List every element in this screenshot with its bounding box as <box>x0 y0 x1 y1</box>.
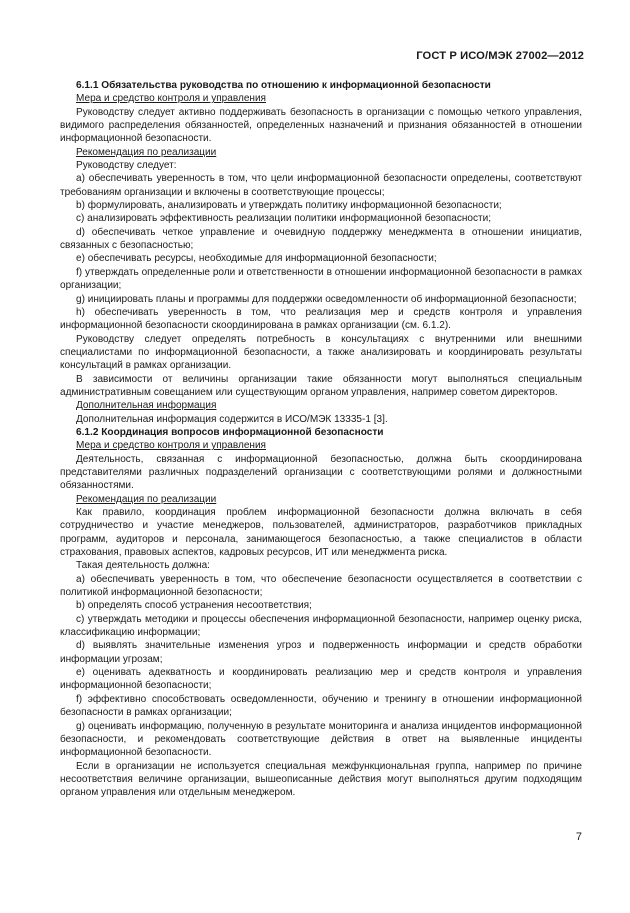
list-item: c) анализировать эффективность реализации политики информационной безопасности; <box>76 213 492 225</box>
section-612-recommend-text: Как правило, координация проблем информационной безопасности должна включать в себя сотрудничество и участие менеджеров, пользователей, администраторов, разработчиков прикладных программ, аудиторов и персонала, занимающегося безопасностью, а также специалистов в области страхования, правовых аспектов, кадровых ресурсов, ИТ или менеджмента риска. <box>60 507 582 559</box>
section-611-heading: 6.1.1 Обязательства руководства по отношению к информационной безопасности <box>76 80 491 91</box>
section-612-measure-text: Деятельность, связанная с информационной безопасностью, должна быть скоординирована представителями различных подразделений организации с соответствующими ролями и должностными обязанностями. <box>60 453 582 492</box>
list-item: a) обеспечивать уверенность в том, что цели информационной безопасности определены, соответствуют требованиям организации и включены в соответствующие процессы; <box>60 173 582 198</box>
list-item: a) обеспечивать уверенность в том, что обеспечение безопасности осуществляется в соответствии с политикой информационной безопасности; <box>60 573 582 599</box>
section-611-additional-label: Дополнительная информация <box>76 400 217 412</box>
list-item: e) оценивать адекватность и координировать реализацию мер и средств контроля и управления информационной безопасности; <box>60 667 582 692</box>
section-612-recommend-label: Рекомендация по реализации <box>76 493 217 505</box>
section-611-recommend-label: Рекомендация по реализации <box>76 146 217 158</box>
section-612-closing: Если в организации не используется специальная межфункциональная группа, например по причине несоответствия величине организации, вышеописанные действия могут выполняться другим подходящим органом управления или отдельным менеджером. <box>60 760 582 799</box>
list-item: h) обеспечивать уверенность в том, что реализация мер и средств контроля и управления информационной безопасности скоординирована в рамках организации (см. 6.1.2). <box>60 306 582 332</box>
list-item: b) формулировать, анализировать и утверждать политику информационной безопасности; <box>76 200 502 212</box>
section-611-para-size: В зависимости от величины организации такие обязанности могут выполняться специальным административным совещанием или существующим органом управления, например советом директоров. <box>60 373 582 398</box>
section-611-intro: Руководству следует: <box>76 160 177 172</box>
section-612-measure-label: Мера и средство контроля и управления <box>76 440 267 452</box>
section-611-measure-label: Мера и средство контроля и управления <box>76 93 267 105</box>
list-item: e) обеспечивать ресурсы, необходимые для информационной безопасности; <box>76 253 437 265</box>
list-item: f) эффективно способствовать осведомленности, обучению и тренингу в отношении информационной безопасности в рамках организации; <box>60 693 582 719</box>
document-body <box>60 79 582 800</box>
section-611-additional-text: Дополнительная информация содержится в ИСО/МЭК 13335-1 [3]. <box>76 413 388 425</box>
list-item: d) выявлять значительные изменения угроз и подверженность информации и средств обработки информации угрозам; <box>60 640 582 665</box>
list-item: g) оценивать информацию, полученную в результате мониторинга и анализа инцидентов информационной безопасности, и рекомендовать соответствующие действия в ответ на выявленные инциденты информационной безопасности. <box>60 720 582 759</box>
section-612-heading: 6.1.2 Координация вопросов информационной безопасности <box>76 426 384 438</box>
list-item: b) определять способ устранения несоответствия; <box>76 600 312 612</box>
section-612-intro: Такая деятельность должна: <box>76 560 210 572</box>
document-header: ГОСТ Р ИСО/МЭК 27002—2012 <box>416 50 584 62</box>
list-item: f) утверждать определенные роли и ответственности в отношении информационной безопасности в рамках организации; <box>60 266 582 292</box>
list-item: g) инициировать планы и программы для поддержки осведомленности об информационной безопасности; <box>76 293 577 305</box>
list-item: c) утверждать методики и процессы обеспечения информационной безопасности, например оценку риска, классификацию информации; <box>60 613 582 639</box>
section-611-measure-text: Руководству следует активно поддерживать безопасность в организации с помощью четкого управления, видимого распределения обязанностей, определенных назначений и признания обязанностей в отношении информационной безопасности. <box>60 106 582 145</box>
page-number: 7 <box>575 831 582 843</box>
section-611-para-consultations: Руководству следует определять потребность в консультациях с внутренними или внешними специалистами по информационной безопасности, а также анализировать и координировать результаты консультаций в рамках организации. <box>60 333 582 372</box>
list-item: d) обеспечивать четкое управление и очевидную поддержку менеджмента в отношении инициатив, связанных с безопасностью; <box>60 226 582 252</box>
